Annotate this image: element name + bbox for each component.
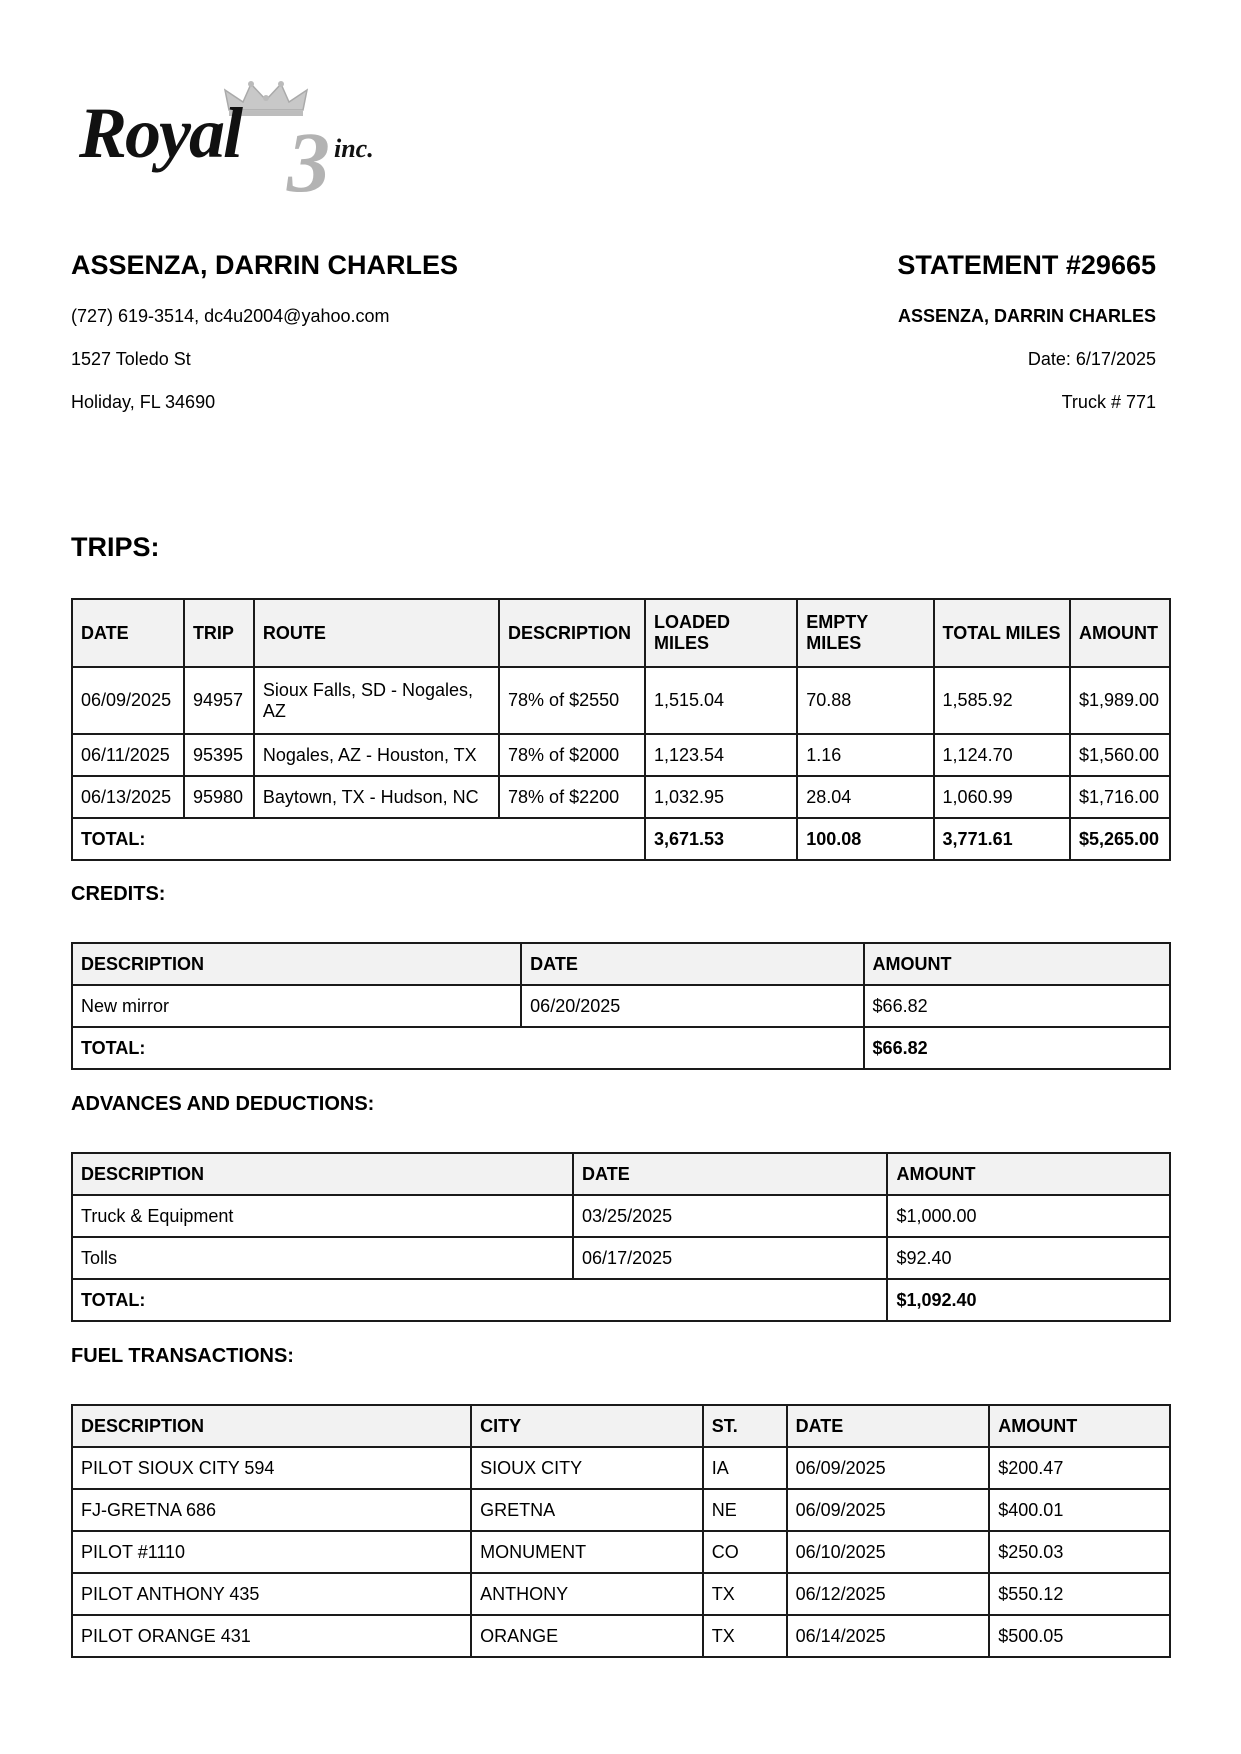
- fuel-state: NE: [703, 1489, 787, 1531]
- trip-description: 78% of $2200: [499, 776, 645, 818]
- fuel-date: 06/10/2025: [787, 1531, 990, 1573]
- advances-table: [71, 1152, 1171, 1322]
- table-row: [72, 776, 1170, 818]
- fuel-city: ORANGE: [471, 1615, 703, 1657]
- fuel-city: GRETNA: [471, 1489, 703, 1531]
- trip-loaded-miles: 1,515.04: [645, 667, 797, 734]
- trips-table: [71, 598, 1171, 861]
- table-row: [72, 1573, 1170, 1615]
- trip-loaded-miles: 1,123.54: [645, 734, 797, 776]
- trip-number: 95395: [184, 734, 254, 776]
- driver-address-line2: Holiday, FL 34690: [71, 392, 216, 412]
- table-header-row: [72, 599, 1170, 667]
- credits-table: [71, 942, 1171, 1070]
- fuel-state: IA: [703, 1447, 787, 1489]
- driver-address-line1: 1527 Toledo St: [71, 349, 191, 369]
- trip-amount: $1,560.00: [1070, 734, 1170, 776]
- logo-number: 3: [287, 114, 330, 210]
- table-row: [72, 1489, 1170, 1531]
- statement-title: STATEMENT #29665: [897, 250, 1156, 280]
- advance-description: Truck & Equipment: [72, 1195, 573, 1237]
- trip-description: 78% of $2000: [499, 734, 645, 776]
- trip-total-miles: 1,585.92: [934, 667, 1070, 734]
- column-header: TOTAL MILES: [934, 599, 1070, 667]
- total-label: TOTAL:: [72, 1279, 887, 1321]
- advance-date: 03/25/2025: [573, 1195, 887, 1237]
- fuel-city: SIOUX CITY: [471, 1447, 703, 1489]
- column-header: AMOUNT: [864, 943, 1170, 985]
- logo-wordmark: Royal: [79, 93, 241, 173]
- statement-info: [656, 248, 1156, 424]
- table-row: [72, 1615, 1170, 1657]
- trip-description: 78% of $2550: [499, 667, 645, 734]
- trip-empty-miles: 28.04: [797, 776, 933, 818]
- logo-suffix: inc.: [334, 134, 374, 163]
- fuel-city: ANTHONY: [471, 1573, 703, 1615]
- trip-amount: $1,989.00: [1070, 667, 1170, 734]
- statement-driver-name: ASSENZA, DARRIN CHARLES: [897, 306, 1156, 326]
- column-header: AMOUNT: [887, 1153, 1170, 1195]
- trip-date: 06/13/2025: [72, 776, 184, 818]
- total-label: TOTAL:: [72, 1027, 864, 1069]
- fuel-date: 06/14/2025: [787, 1615, 990, 1657]
- column-header: ST.: [703, 1405, 787, 1447]
- column-header: DESCRIPTION: [72, 943, 521, 985]
- advance-amount: $92.40: [887, 1237, 1170, 1279]
- fuel-amount: $200.47: [989, 1447, 1170, 1489]
- driver-contact: (727) 619-3514, dc4u2004@yahoo.com: [71, 306, 390, 326]
- total-empty-miles: 100.08: [797, 818, 933, 860]
- trip-empty-miles: 1.16: [797, 734, 933, 776]
- trip-total-miles: 1,060.99: [934, 776, 1070, 818]
- column-header: DESCRIPTION: [72, 1153, 573, 1195]
- fuel-amount: $550.12: [989, 1573, 1170, 1615]
- total-amount: $66.82: [864, 1027, 1170, 1069]
- advances-title: ADVANCES AND DEDUCTIONS:: [71, 1093, 375, 1115]
- fuel-description: PILOT ANTHONY 435: [72, 1573, 471, 1615]
- trip-date: 06/09/2025: [72, 667, 184, 734]
- fuel-state: CO: [703, 1531, 787, 1573]
- trip-route: Sioux Falls, SD - Nogales, AZ: [254, 667, 499, 734]
- trips-title: TRIPS:: [71, 532, 160, 562]
- fuel-table: [71, 1404, 1171, 1658]
- fuel-city: MONUMENT: [471, 1531, 703, 1573]
- fuel-description: PILOT ORANGE 431: [72, 1615, 471, 1657]
- fuel-state: TX: [703, 1615, 787, 1657]
- credit-description: New mirror: [72, 985, 521, 1027]
- statement-date: Date: 6/17/2025: [1027, 349, 1156, 369]
- column-header: DATE: [521, 943, 863, 985]
- table-header-row: [72, 943, 1170, 985]
- trip-number: 95980: [184, 776, 254, 818]
- trip-empty-miles: 70.88: [797, 667, 933, 734]
- fuel-description: PILOT SIOUX CITY 594: [72, 1447, 471, 1489]
- advance-description: Tolls: [72, 1237, 573, 1279]
- total-row: [72, 1279, 1170, 1321]
- column-header: CITY: [471, 1405, 703, 1447]
- credits-title: CREDITS:: [71, 883, 166, 905]
- column-header: AMOUNT: [1070, 599, 1170, 667]
- fuel-date: 06/09/2025: [787, 1447, 990, 1489]
- table-row: [72, 1237, 1170, 1279]
- company-logo: [79, 76, 399, 210]
- credit-date: 06/20/2025: [521, 985, 863, 1027]
- table-row: [72, 1447, 1170, 1489]
- trip-route: Nogales, AZ - Houston, TX: [254, 734, 499, 776]
- total-amount: $5,265.00: [1070, 818, 1170, 860]
- fuel-amount: $500.05: [989, 1615, 1170, 1657]
- total-loaded-miles: 3,671.53: [645, 818, 797, 860]
- fuel-description: FJ-GRETNA 686: [72, 1489, 471, 1531]
- total-row: [72, 818, 1170, 860]
- driver-info: [71, 248, 671, 424]
- table-row: [72, 1195, 1170, 1237]
- column-header: ROUTE: [254, 599, 499, 667]
- driver-name: ASSENZA, DARRIN CHARLES: [71, 250, 459, 280]
- total-row: [72, 1027, 1170, 1069]
- table-header-row: [72, 1405, 1170, 1447]
- table-row: [72, 734, 1170, 776]
- column-header: EMPTY MILES: [797, 599, 933, 667]
- column-header: DESCRIPTION: [499, 599, 645, 667]
- table-header-row: [72, 1153, 1170, 1195]
- credit-amount: $66.82: [864, 985, 1170, 1027]
- fuel-state: TX: [703, 1573, 787, 1615]
- trip-total-miles: 1,124.70: [934, 734, 1070, 776]
- trip-amount: $1,716.00: [1070, 776, 1170, 818]
- column-header: TRIP: [184, 599, 254, 667]
- fuel-title: FUEL TRANSACTIONS:: [71, 1345, 294, 1367]
- column-header: DATE: [72, 599, 184, 667]
- trip-loaded-miles: 1,032.95: [645, 776, 797, 818]
- fuel-amount: $250.03: [989, 1531, 1170, 1573]
- total-amount: $1,092.40: [887, 1279, 1170, 1321]
- fuel-amount: $400.01: [989, 1489, 1170, 1531]
- table-row: [72, 667, 1170, 734]
- fuel-date: 06/09/2025: [787, 1489, 990, 1531]
- column-header: DESCRIPTION: [72, 1405, 471, 1447]
- column-header: DATE: [787, 1405, 990, 1447]
- column-header: AMOUNT: [989, 1405, 1170, 1447]
- fuel-date: 06/12/2025: [787, 1573, 990, 1615]
- trip-route: Baytown, TX - Hudson, NC: [254, 776, 499, 818]
- total-label: TOTAL:: [72, 818, 645, 860]
- table-row: [72, 985, 1170, 1027]
- column-header: DATE: [573, 1153, 887, 1195]
- trip-date: 06/11/2025: [72, 734, 184, 776]
- truck-number: Truck # 771: [1061, 392, 1156, 412]
- trip-number: 94957: [184, 667, 254, 734]
- fuel-description: PILOT #1110: [72, 1531, 471, 1573]
- table-row: [72, 1531, 1170, 1573]
- column-header: LOADED MILES: [645, 599, 797, 667]
- advance-amount: $1,000.00: [887, 1195, 1170, 1237]
- advance-date: 06/17/2025: [573, 1237, 887, 1279]
- total-miles: 3,771.61: [934, 818, 1070, 860]
